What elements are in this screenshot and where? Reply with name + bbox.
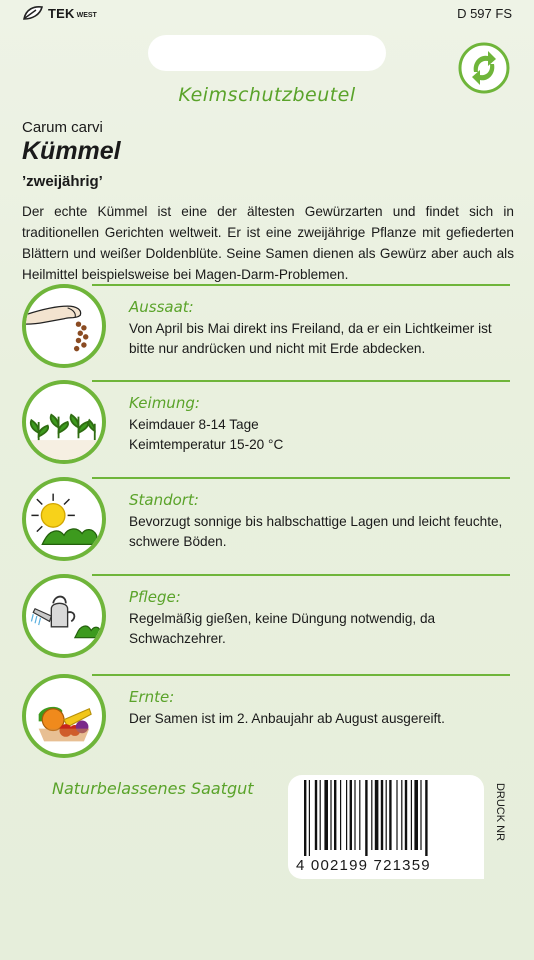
section-divider [92, 674, 510, 676]
brand-logo [22, 5, 97, 21]
print-note-label: DRUCK NR [494, 782, 506, 842]
section-title: Pflege: [129, 588, 181, 606]
article-code: D 597 FS [457, 6, 512, 21]
barcode-bar [334, 780, 336, 850]
barcode-bar [425, 780, 427, 856]
brand-sub: WEST [76, 11, 97, 19]
section-divider [92, 380, 510, 382]
section-keimung [22, 380, 510, 475]
headline: Keimschutzbeutel [178, 84, 356, 106]
harvest-basket-icon [22, 674, 106, 758]
barcode-bar [420, 780, 421, 850]
barcode-number: 4 002199 721359 [296, 857, 431, 874]
section-text: Bevorzugt sonnige bis halbschattige Lagen und leicht feuchte, schwere Böden. [129, 514, 503, 549]
latin-name: Carum carvi [22, 119, 103, 136]
brand-name: TEK [48, 5, 75, 21]
section-ernte [22, 674, 510, 769]
barcode-bar [389, 780, 391, 850]
barcode-bar [354, 780, 355, 850]
section-text: Der Samen ist im 2. Anbaujahr ab August ausgereift. [129, 711, 445, 726]
top-bar [0, 0, 534, 30]
barcode-bar [371, 780, 372, 850]
description: Der echte Kümmel ist eine der ältesten Gewürzarten und findet sich in traditionellen Gerichten weltweit. Er ist eine zweijährige Pflanze mit gefiederten Blättern und weißer Doldenblüte. Seine Samen dienen als Gewürz aber auch als Heilmittel beispielsweise bei Magen-Darm-Problemen. [22, 204, 514, 282]
barcode-bar [346, 780, 347, 850]
section-standort [22, 477, 510, 572]
barcode-bar [309, 780, 310, 856]
barcode-bar [381, 780, 383, 850]
barcode-bar [386, 780, 387, 850]
slogan: Naturbelassenes Saatgut [52, 779, 254, 798]
barcode-bar [324, 780, 328, 850]
plant-name: Kümmel [22, 137, 121, 165]
section-pflege [22, 574, 510, 669]
seedlings-icon [22, 380, 106, 464]
barcode-bar [405, 780, 407, 850]
section-aussaat [22, 284, 510, 379]
barcode-bar [365, 780, 367, 856]
barcode-bar [396, 780, 397, 850]
barcode-bar [375, 780, 379, 850]
leaf-logo-icon [22, 5, 44, 21]
sowing-hand-icon [22, 284, 106, 368]
barcode-bar [414, 780, 418, 850]
section-text: Von April bis Mai direkt ins Freiland, da er ein Lichtkeimer ist bitte nur andrücken und nicht mit Erde abdecken. [129, 321, 492, 356]
barcode-bar [340, 780, 341, 850]
barcode-bar [315, 780, 317, 850]
watering-can-icon [22, 574, 106, 658]
barcode-bar [359, 780, 360, 850]
section-text: Keimdauer 8-14 Tage Keimtemperatur 15-20 °C [129, 417, 284, 452]
section-title: Keimung: [129, 394, 200, 412]
barcode-bar [411, 780, 412, 850]
barcode-bar [320, 780, 321, 850]
label-field [148, 35, 386, 71]
barcode-bar [401, 780, 402, 850]
section-text: Regelmäßig gießen, keine Düngung notwendig, da Schwachzehrer. [129, 611, 436, 646]
section-title: Ernte: [129, 688, 175, 706]
sun-icon [22, 477, 106, 561]
barcode-bar [330, 780, 331, 850]
plant-variety: ’zweijährig’ [22, 173, 103, 190]
section-divider [92, 284, 510, 286]
barcode [288, 775, 484, 879]
section-title: Standort: [129, 491, 199, 509]
barcode-bar [304, 780, 306, 856]
section-divider [92, 477, 510, 479]
barcode-bar [350, 780, 352, 850]
section-divider [92, 574, 510, 576]
section-title: Aussaat: [129, 298, 194, 316]
print-note [490, 780, 510, 852]
barcode-bars [302, 780, 472, 856]
